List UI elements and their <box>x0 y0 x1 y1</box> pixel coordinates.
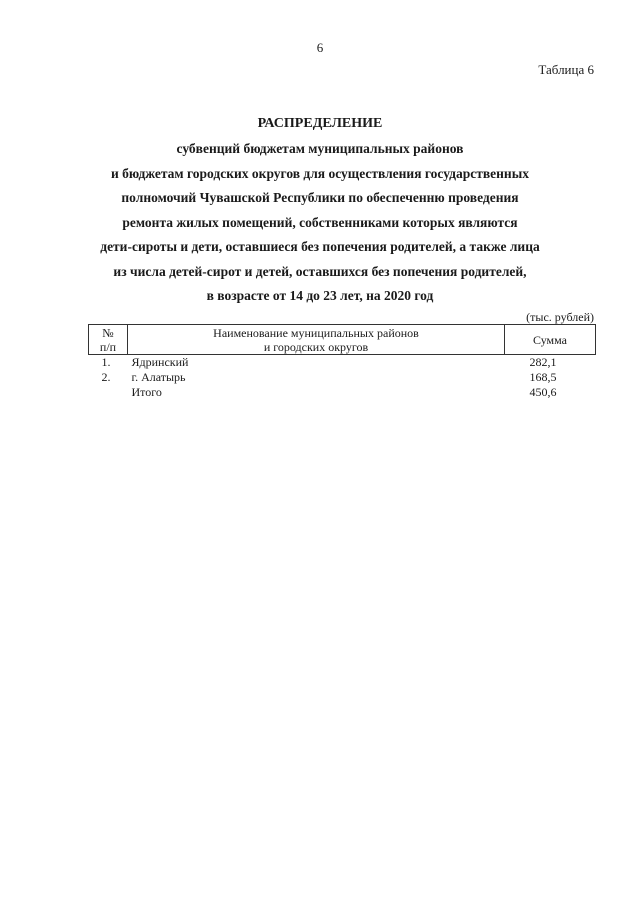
row-sum: 450,6 <box>529 385 557 399</box>
subtitle-line: дети-сироты и дети, оставшиеся без попечения родителей, а также лица <box>100 239 540 254</box>
header-name-line2: и городских округов <box>263 339 369 354</box>
row-name: Ядринский <box>131 355 189 369</box>
header-sum: Сумма <box>505 325 596 355</box>
row-number: 1. <box>101 355 111 369</box>
page-number: 6 <box>316 40 324 55</box>
header-name <box>128 325 505 355</box>
subtitle-line: субвенций бюджетам муниципальных районов <box>176 141 464 156</box>
header-number-line1: № <box>102 325 114 340</box>
header-number <box>89 325 128 355</box>
subtitle-line: ремонта жилых помещений, собственниками которых являются <box>122 214 518 230</box>
row-number: 2. <box>101 370 111 384</box>
row-name: Итого <box>131 385 162 399</box>
row-sum: 168,5 <box>529 370 557 384</box>
table-label: Таблица 6 <box>538 62 594 77</box>
table-row <box>89 355 596 371</box>
table-total-row <box>89 385 596 400</box>
unit-label: (тыс. рублей) <box>526 310 594 324</box>
header-name-line1: Наименование муниципальных районов <box>213 325 419 340</box>
table-header-row <box>89 325 596 355</box>
row-sum: 282,1 <box>529 355 557 369</box>
distribution-table <box>88 324 596 400</box>
row-name: г. Алатырь <box>131 370 186 384</box>
header-number-line2: п/п <box>99 339 117 354</box>
subtitle-line: в возрасте от 14 до 23 лет, на 2020 год <box>206 288 434 303</box>
subtitle-line: и бюджетам городских округов для осуществления государственных <box>111 165 529 181</box>
row-number <box>89 385 128 400</box>
document-title: РАСПРЕДЕЛЕНИЕ <box>257 116 383 131</box>
subtitle-line: полномочий Чувашской Республики по обеспеченню проведения <box>121 190 519 205</box>
table-row <box>89 370 596 385</box>
document-subtitle <box>60 137 580 309</box>
subtitle-line: из числа детей-сирот и детей, оставшихся без попечения родителей, <box>113 263 527 279</box>
